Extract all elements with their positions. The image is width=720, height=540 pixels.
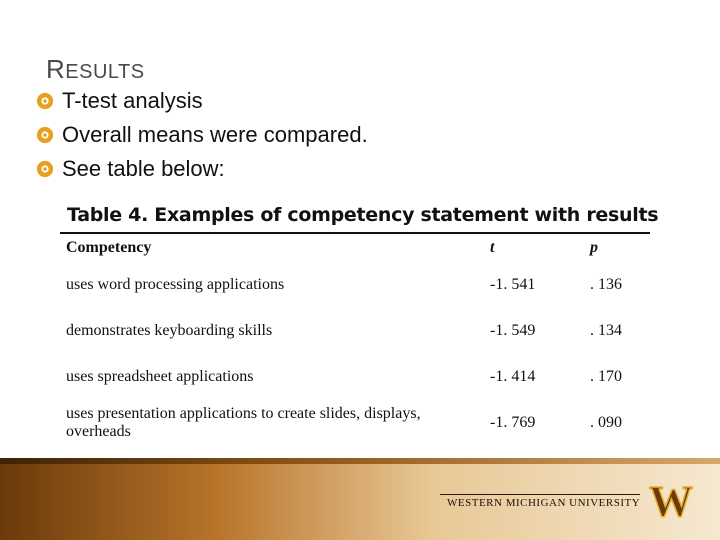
logo-letter: W: [649, 478, 693, 520]
cell-t: -1. 541: [490, 276, 536, 293]
cell-competency: uses spreadsheet applications: [66, 368, 254, 385]
cell-p: . 134: [590, 322, 622, 339]
bullet-item: [36, 118, 368, 152]
table-caption: Table 4. Examples of competency statement with results: [67, 204, 659, 226]
results-table: [60, 234, 650, 446]
table-header-row: [60, 234, 650, 262]
cell-competency: uses presentation applications to create slides, displays, overheads: [66, 405, 421, 440]
slide-title-cap: R: [46, 54, 66, 84]
bullet-item: [36, 84, 368, 118]
cell-t: -1. 769: [490, 414, 536, 431]
cell-t: -1. 414: [490, 368, 536, 385]
cell-t: -1. 549: [490, 322, 536, 339]
table-row: [60, 308, 650, 354]
footer-band-top: [0, 458, 720, 464]
slide-title: [46, 54, 145, 85]
bullet-gear-icon: [36, 126, 54, 144]
footer-divider: [440, 494, 640, 495]
cell-p: . 136: [590, 276, 622, 293]
bullet-item: [36, 152, 368, 186]
bullet-text: Overall means were compared.: [62, 122, 368, 147]
bullet-gear-icon: [36, 92, 54, 110]
bullet-text: T-test analysis: [62, 88, 203, 113]
slide-title-rest: ESULTS: [65, 61, 145, 83]
wmu-logo-icon: [645, 478, 697, 520]
header-t: t: [490, 239, 495, 256]
table-row: [60, 400, 650, 446]
table-row: [60, 354, 650, 400]
cell-p: . 170: [590, 368, 622, 385]
bullet-text: See table below:: [62, 156, 225, 181]
table-row: [60, 262, 650, 308]
university-name: WESTERN MICHIGAN UNIVERSITY: [447, 497, 641, 509]
bullet-list: [36, 84, 368, 186]
header-p: p: [590, 239, 598, 256]
cell-competency: uses word processing applications: [66, 276, 285, 293]
header-competency: Competency: [66, 239, 152, 256]
cell-p: . 090: [590, 414, 622, 431]
bullet-gear-icon: [36, 160, 54, 178]
cell-competency: demonstrates keyboarding skills: [66, 322, 273, 339]
